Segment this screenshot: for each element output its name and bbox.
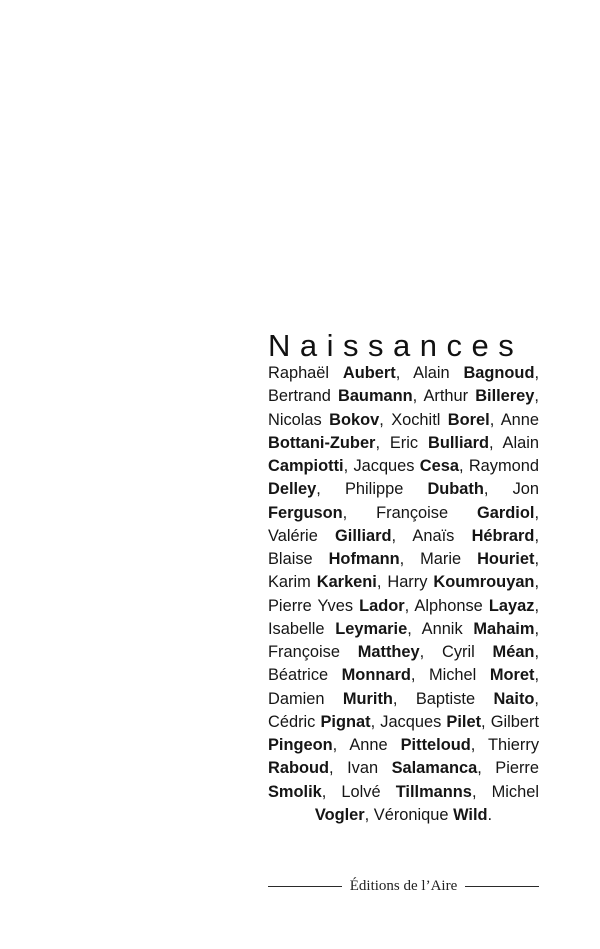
author-family-name: Hébrard [471, 526, 535, 545]
author-given-name: Alphonse [414, 596, 483, 615]
author-given-name: Lolvé [341, 782, 381, 801]
author-family-name: Naito [493, 689, 535, 708]
author-given-name: Annik [421, 619, 463, 638]
author-family-name: Salamanca [391, 759, 478, 778]
author-given-name: Eric [389, 433, 419, 452]
author-family-name: Bokov [329, 410, 380, 429]
author-given-name: Alain [502, 433, 539, 452]
author-family-name: Lador [359, 596, 405, 615]
author-entry: Véronique Wild. [373, 805, 493, 824]
author-family-name: Bottani-Zuber [268, 433, 376, 452]
author-entry: Valérie Gilliard, [268, 526, 397, 545]
author-family-name: Pignat [320, 712, 371, 731]
author-family-name: Billerey [475, 387, 535, 406]
author-given-name: Cédric [268, 712, 316, 731]
author-entry: Damien Murith, [268, 689, 398, 708]
author-family-name: Pingeon [268, 736, 333, 754]
author-given-name: Xochitl [391, 410, 441, 429]
author-given-name: Pierre Yves [268, 596, 354, 615]
author-given-name: Cyril [442, 643, 475, 661]
author-entry: Bertrand Baumann, [268, 387, 418, 406]
author-family-name: Monnard [341, 666, 411, 685]
author-family-name: Delley [268, 480, 317, 499]
author-entry: Jacques Pilet, [380, 712, 486, 731]
author-family-name: Smolik [268, 782, 322, 801]
author-entry: Baptiste Naito, [415, 689, 539, 708]
author-entry: Françoise Matthey, [268, 643, 425, 661]
author-entry: Isabelle Leymarie, [268, 619, 412, 638]
author-entry: Anne Bottani-Zuber, [268, 410, 540, 452]
author-family-name: Tillmanns [395, 782, 472, 801]
author-family-name: Raboud [268, 759, 330, 778]
author-given-name: Véronique [373, 805, 449, 824]
author-entry: Pierre Smolik, [268, 759, 540, 801]
author-entry: Anne Pitteloud, [349, 736, 476, 754]
author-given-name: Isabelle [268, 619, 325, 638]
author-family-name: Hofmann [328, 550, 400, 568]
author-entry: Alain Campiotti, [268, 433, 539, 475]
author-given-name: Nicolas [268, 410, 322, 429]
author-family-name: Gilliard [335, 526, 392, 545]
author-given-name: Marie [420, 550, 462, 568]
author-entry: Jacques Cesa, [353, 457, 464, 475]
publisher-name: Éditions de l’Aire [349, 878, 458, 894]
author-family-name: Bulliard [427, 433, 490, 452]
author-given-name: Gilbert [490, 712, 539, 731]
author-given-name: Béatrice [268, 666, 329, 685]
author-given-name: Philippe [344, 480, 404, 499]
author-entry: Blaise Hofmann, [268, 550, 405, 568]
author-given-name: Pierre [495, 759, 540, 778]
author-entry: Michel Moret, [428, 666, 540, 685]
author-list [268, 362, 539, 827]
author-entry: Jon Ferguson, [268, 480, 540, 522]
author-family-name: Gardiol [477, 503, 535, 522]
author-entry: Harry Koumrouyan, [387, 573, 540, 592]
author-given-name: Damien [268, 689, 325, 708]
author-family-name: Dubath [427, 480, 484, 499]
author-family-name: Campiotti [268, 457, 344, 475]
author-given-name: Anaïs [412, 526, 455, 545]
author-entry: Cédric Pignat, [268, 712, 376, 731]
author-given-name: Michel [428, 666, 477, 685]
author-entry: Françoise Gardiol, [376, 503, 539, 522]
author-given-name: Valérie [268, 526, 318, 545]
author-given-name: Françoise [268, 643, 340, 661]
author-entry: Marie Houriet, [420, 550, 539, 568]
author-family-name: Mahaim [473, 619, 535, 638]
author-family-name: Pitteloud [400, 736, 471, 754]
author-family-name: Karkeni [316, 573, 377, 592]
author-family-name: Méan [492, 643, 535, 661]
author-entry: Ivan Salamanca, [347, 759, 482, 778]
author-family-name: Ferguson [268, 503, 343, 522]
author-entry: Michel Vogler, [314, 782, 539, 824]
author-family-name: Koumrouyan [433, 573, 535, 592]
author-given-name: Jacques [353, 457, 415, 475]
author-entry: Raymond Delley, [268, 457, 539, 499]
author-entry: Annik Mahaim, [421, 619, 539, 638]
author-entry: Pierre Yves Lador, [268, 596, 410, 615]
author-family-name: Layaz [488, 596, 535, 615]
author-entry: Thierry Raboud, [268, 736, 540, 778]
author-given-name: Arthur [423, 387, 469, 406]
author-given-name: Jacques [380, 712, 442, 731]
author-entry: Béatrice Monnard, [268, 666, 416, 685]
author-entry: Karim Karkeni, [268, 573, 382, 592]
author-given-name: Baptiste [415, 689, 476, 708]
author-given-name: Jon [512, 480, 540, 499]
author-family-name: Houriet [477, 550, 535, 568]
author-entry: Gilbert Pingeon, [268, 712, 539, 754]
author-given-name: Blaise [268, 550, 313, 568]
author-family-name: Matthey [357, 643, 420, 661]
author-given-name: Bertrand [268, 387, 331, 406]
author-family-name: Cesa [419, 457, 459, 475]
author-given-name: Ivan [347, 759, 379, 778]
author-entry: Lolvé Tillmanns, [341, 782, 477, 801]
author-given-name: Anne [349, 736, 388, 754]
author-family-name: Vogler [314, 805, 365, 824]
author-entry: Eric Bulliard, [389, 433, 494, 452]
author-given-name: Harry [387, 573, 428, 592]
author-given-name: Michel [491, 782, 539, 801]
author-family-name: Aubert [342, 364, 396, 382]
author-given-name: Raphaël [268, 364, 330, 382]
book-title: Naissances [268, 327, 524, 363]
author-entry: Philippe Dubath, [344, 480, 489, 499]
right-rule [465, 886, 539, 887]
author-family-name: Bagnoud [463, 364, 535, 382]
author-family-name: Borel [447, 410, 490, 429]
author-given-name: Anne [500, 410, 540, 429]
author-entry: Cyril Méan, [442, 643, 540, 661]
author-given-name: Françoise [376, 503, 449, 522]
author-family-name: Wild [453, 805, 488, 824]
author-family-name: Moret [489, 666, 535, 685]
author-entry: Xochitl Borel, [391, 410, 495, 429]
author-entry: Nicolas Bokov, [268, 410, 384, 429]
author-given-name: Karim [268, 573, 311, 592]
publisher-line [268, 876, 539, 896]
author-given-name: Thierry [488, 736, 540, 754]
author-entry: Alphonse Layaz, [414, 596, 539, 615]
author-family-name: Leymarie [335, 619, 408, 638]
author-family-name: Murith [342, 689, 393, 708]
author-family-name: Pilet [446, 712, 482, 731]
author-entry: Anaïs Hébrard, [412, 526, 539, 545]
left-rule [268, 886, 342, 887]
author-given-name: Raymond [468, 457, 539, 475]
author-entry: Arthur Billerey, [423, 387, 539, 406]
author-entry: Alain Bagnoud, [413, 364, 540, 382]
author-family-name: Baumann [337, 387, 413, 406]
author-entry: Raphaël Aubert, [268, 364, 401, 382]
author-given-name: Alain [413, 364, 450, 382]
